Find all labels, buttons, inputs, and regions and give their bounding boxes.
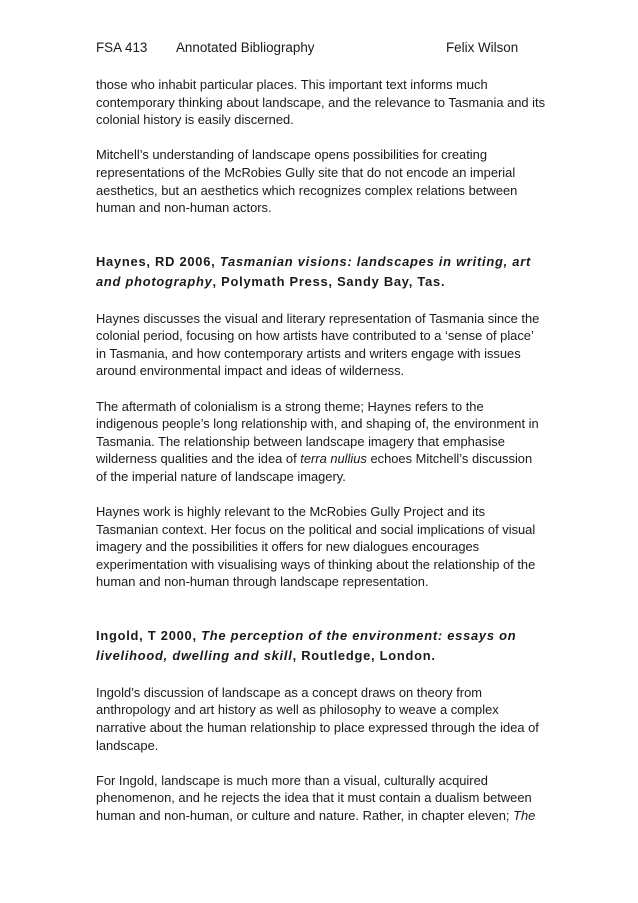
reference-title: The perception of the environment: essays on livelihood, dwelling and skill xyxy=(96,628,517,664)
italic-term: The xyxy=(513,807,536,823)
italic-term: terra nullius xyxy=(300,451,367,467)
paragraph: The aftermath of colonialism is a strong theme; Haynes refers to the indigenous people’s long relationship with, and shaping of, the environment in Tasmania. The relationship between landscape imagery that emphasise wilderness qualities and the idea of terra nullius echoes Mitchell’s discussion of the imperial nature of landscape imagery. xyxy=(96,398,539,484)
reference-publisher: , Routledge, London. xyxy=(292,648,436,664)
reference-author-year: Ingold, T 2000, xyxy=(96,628,202,644)
reference-author-year: Haynes, RD 2006, xyxy=(96,253,220,269)
paragraph: Mitchell’s understanding of landscape opens possibilities for creating representations of the McRobies Gully site that do not encode an imperial aesthetics, but an aesthetics which recognizes complex relations between human and non-human actors. xyxy=(96,147,518,216)
header-course: FSA 413 xyxy=(96,40,148,55)
page-header xyxy=(96,39,556,57)
header-author: Felix Wilson xyxy=(446,40,519,55)
paragraph: Haynes discusses the visual and literary representation of Tasmania since the colonial period, focusing on how artists have contributed to a ‘sense of place’ in Tasmania, and how contemporary artists and writers engage with issues around environmental impact and ideas of wilderness. xyxy=(96,310,540,379)
reference-publisher: , Polymath Press, Sandy Bay, Tas. xyxy=(212,273,446,289)
paragraph: Ingold’s discussion of landscape as a concept draws on theory from anthropology and art history as well as philosophy to weave a complex narrative about the human relationship to place expressed through the idea of landscape. xyxy=(96,684,539,753)
reference-title: Tasmanian visions: landscapes in writing, art and photography xyxy=(96,253,532,289)
header-title: Annotated Bibliography xyxy=(176,40,315,55)
paragraph: those who inhabit particular places. This important text informs much contemporary thinking about landscape, and the relevance to Tasmania and its colonial history is easily discerned. xyxy=(96,77,546,128)
document-body xyxy=(96,76,546,825)
reference-haynes xyxy=(96,252,546,292)
paragraph: For Ingold, landscape is much more than a visual, culturally acquired phenomenon, and he rejects the idea that it must contain a dualism between human and non-human, or culture and nature. Rather, in chapter eleven; The xyxy=(96,772,536,823)
paragraph: Haynes work is highly relevant to the McRobies Gully Project and its Tasmanian context. Her focus on the political and social implications of visual imagery and the possibilities it offers for new dialogues encourages experimentation with visualising ways of thinking about the relationship of the human and non-human through landscape representation. xyxy=(96,504,536,590)
reference-ingold xyxy=(96,626,546,666)
